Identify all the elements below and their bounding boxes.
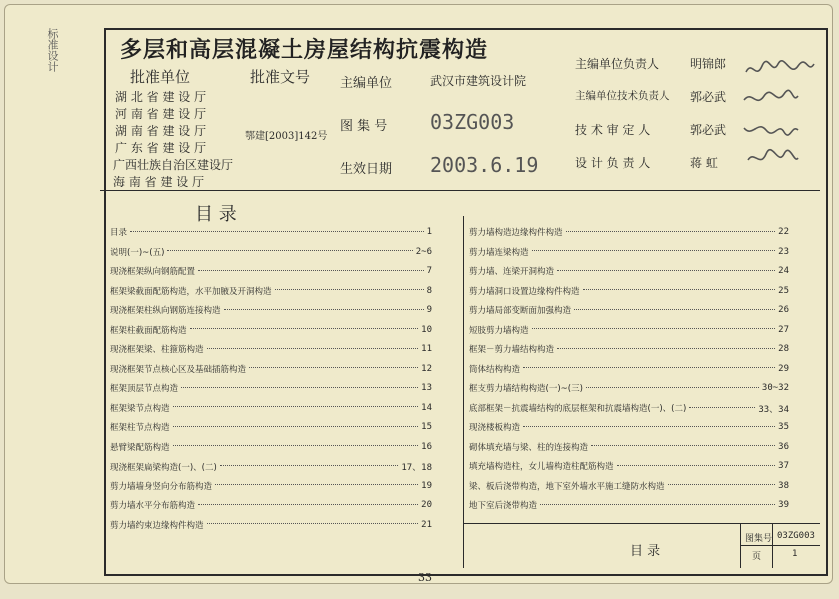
- toc-entry-title: 地下室后浇带构造: [469, 501, 538, 511]
- toc-entry-page: 24: [778, 266, 789, 276]
- toc-entry-title: 剪力墙墙身竖向分布筋构造: [110, 481, 213, 492]
- toc-entry[interactable]: [469, 460, 789, 472]
- toc-entry[interactable]: [110, 246, 432, 258]
- toc-entry-title: 填充墙构造柱，女儿墙构造柱配筋构造: [469, 462, 614, 472]
- toc-leader-dots: [224, 308, 424, 310]
- person-role: 主编单位负责人: [575, 57, 660, 71]
- toc-leader-dots: [574, 308, 775, 310]
- toc-entry[interactable]: [469, 246, 789, 258]
- toc-entry-title: 梁、板后浇带构造，地下室外墙水平施工缝防水构造: [469, 481, 665, 492]
- date-value: 2003.6.19: [430, 153, 539, 177]
- toc-entry-title: 说明(一)~(五): [110, 247, 165, 258]
- person-name: 蒋 虹: [690, 156, 718, 170]
- org-label: 主编单位: [340, 76, 393, 91]
- page-number: 33: [418, 571, 432, 584]
- approval-unit: 湖 南 省 建 设 厅: [115, 124, 207, 138]
- toc-entry-page: 22: [778, 227, 789, 237]
- signature-4: [744, 148, 800, 174]
- toc-leader-dots: [190, 327, 419, 329]
- toc-leader-dots: [167, 249, 412, 251]
- signature-2: [740, 88, 800, 114]
- toc-entry-page: 25: [778, 285, 789, 296]
- toc-leader-dots: [557, 347, 775, 349]
- toc-leader-dots: [173, 405, 419, 407]
- toc-entry-page: 36: [778, 441, 789, 452]
- toc-title: 目 录: [195, 204, 237, 225]
- toc-entry-title: 剪力墙水平分布筋构造: [110, 501, 196, 511]
- toc-entry-page: 8: [426, 285, 432, 296]
- toc-entry[interactable]: [110, 265, 432, 277]
- toc-entry[interactable]: [110, 499, 432, 511]
- person-role: 设 计 负 责 人: [575, 156, 651, 170]
- toc-entry[interactable]: [469, 343, 789, 355]
- approval-unit: 湖 北 省 建 设 厅: [115, 90, 207, 104]
- toc-entry-title: 现浇框架梁、柱箍筋构造: [110, 345, 204, 355]
- approval-unit-header: 批准单位: [130, 68, 191, 86]
- toc-leader-dots: [566, 230, 776, 232]
- toc-leader-dots: [591, 444, 775, 446]
- toc-leader-dots: [617, 464, 776, 466]
- toc-entry[interactable]: [469, 499, 789, 511]
- toc-entry[interactable]: [110, 226, 432, 238]
- toc-leader-dots: [523, 366, 775, 368]
- toc-entry-title: 目录: [110, 228, 128, 238]
- toc-entry-title: 框架梁截面配筋构造，水平加腋及开洞构造: [110, 286, 272, 297]
- footer-top-line: [463, 523, 820, 524]
- toc-entry-title: 现浇框架节点核心区及基础插筋构造: [110, 364, 247, 375]
- footer-page-value: 1: [792, 549, 798, 559]
- atlas-value: 03ZG003: [430, 110, 515, 134]
- toc-leader-dots: [523, 425, 775, 427]
- toc-entry[interactable]: [110, 460, 432, 473]
- toc-entry-title: 砌体填充墙与梁、柱的连接构造: [469, 442, 589, 453]
- toc-entry[interactable]: [110, 421, 432, 433]
- approval-unit: 广 东 省 建 设 厅: [115, 141, 207, 155]
- toc-entry-page: 33、34: [758, 404, 789, 415]
- toc-leader-dots: [689, 406, 755, 408]
- toc-entry-page: 26: [778, 305, 789, 315]
- toc-entry-title: 框架梁节点构造: [110, 403, 170, 414]
- toc-entry[interactable]: [110, 324, 432, 336]
- atlas-label: 图 集 号: [340, 119, 388, 134]
- toc-entry-page: 35: [778, 422, 789, 432]
- toc-entry-page: 30~32: [761, 383, 789, 393]
- toc-entry-page: 23: [778, 246, 789, 257]
- toc-leader-dots: [583, 288, 776, 290]
- toc-entry[interactable]: [110, 343, 432, 355]
- toc-leader-dots: [532, 249, 776, 251]
- toc-entry[interactable]: [469, 421, 789, 433]
- toc-entry[interactable]: [110, 441, 432, 453]
- toc-leader-dots: [173, 444, 419, 446]
- footer-page-label: 页: [752, 552, 762, 562]
- toc-leader-dots: [540, 503, 775, 505]
- toc-entry-page: 10: [421, 324, 432, 335]
- toc-leader-dots: [557, 269, 775, 271]
- toc-entry-title: 剪力墙、连梁开洞构造: [469, 267, 555, 277]
- page-title: 多层和高层混凝土房屋结构抗震构造: [120, 38, 489, 63]
- toc-leader-dots: [215, 483, 418, 485]
- footer-divider-3: [740, 545, 820, 546]
- toc-leader-dots: [668, 483, 776, 485]
- toc-entry-page: 15: [421, 422, 432, 432]
- toc-entry[interactable]: [469, 382, 789, 394]
- toc-leader-dots: [586, 386, 759, 388]
- toc-entry-page: 12: [421, 363, 432, 374]
- toc-entry-page: 29: [778, 363, 789, 374]
- toc-leader-dots: [207, 347, 419, 349]
- approval-unit: 海 南 省 建 设 厅: [113, 175, 205, 189]
- toc-entry[interactable]: [110, 363, 432, 375]
- toc-entry-page: 1: [426, 227, 432, 237]
- toc-entry-page: 16: [421, 441, 432, 452]
- side-stamp: 标准设计: [46, 28, 59, 72]
- toc-entry-title: 框支剪力墙结构构造(一)~(三): [469, 384, 583, 394]
- toc-entry-title: 剪力墙局部变断面加强构造: [469, 306, 572, 316]
- toc-entry-title: 剪力墙约束边缘构件构造: [110, 520, 204, 531]
- toc-entry[interactable]: [469, 441, 789, 453]
- toc-leader-dots: [181, 386, 418, 388]
- toc-entry-page: 17、18: [401, 463, 432, 473]
- toc-entry-title: 框架顶层节点构造: [110, 384, 179, 394]
- toc-entry[interactable]: [110, 480, 432, 492]
- toc-entry-title: 剪力墙构造边缘构件构造: [469, 228, 563, 238]
- toc-entry[interactable]: [469, 285, 789, 297]
- toc-entry-title: 剪力墙连梁构造: [469, 247, 529, 258]
- toc-leader-dots: [198, 269, 424, 271]
- toc-entry[interactable]: [469, 265, 789, 277]
- toc-entry[interactable]: [110, 402, 432, 414]
- toc-entry-page: 27: [778, 324, 789, 335]
- toc-entry-page: 21: [421, 519, 432, 530]
- toc-entry[interactable]: [469, 324, 789, 336]
- toc-entry[interactable]: [110, 304, 432, 316]
- toc-entry-page: 37: [778, 461, 789, 471]
- toc-leader-dots: [130, 230, 424, 232]
- person-name: 郭必武: [690, 123, 727, 137]
- toc-entry-page: 11: [421, 344, 432, 354]
- person-role: 主编单位技术负责人: [575, 90, 670, 102]
- toc-entry-title: 框架柱截面配筋构造: [110, 325, 187, 336]
- signature-3: [740, 118, 800, 144]
- toc-entry-page: 14: [421, 402, 432, 413]
- toc-leader-dots: [532, 327, 776, 329]
- toc-entry-page: 7: [426, 266, 432, 276]
- toc-entry-title: 剪力墙洞口设置边缘构件构造: [469, 286, 580, 297]
- toc-entry-title: 现浇楼板构造: [469, 423, 521, 433]
- person-role: 技 术 审 定 人: [575, 123, 651, 137]
- toc-entry[interactable]: [110, 382, 432, 394]
- toc-leader-dots: [249, 366, 418, 368]
- toc-entry-title: 悬臂梁配筋构造: [110, 442, 170, 453]
- toc-entry-title: 筒体结构构造: [469, 364, 521, 375]
- toc-column-divider: [463, 216, 464, 568]
- toc-entry-page: 28: [778, 344, 789, 354]
- org-value: 武汉市建筑设计院: [430, 74, 527, 88]
- person-name: 郭必武: [690, 90, 727, 104]
- toc-entry-title: 框架柱节点构造: [110, 423, 170, 433]
- toc-entry-page: 19: [421, 480, 432, 491]
- toc-entry-page: 39: [778, 500, 789, 510]
- toc-entry[interactable]: [469, 304, 789, 316]
- approval-doc-number: 鄂建[2003]142号: [245, 131, 328, 142]
- signature-1: [742, 58, 817, 86]
- approval-unit: 河 南 省 建 设 厅: [115, 107, 207, 121]
- toc-entry[interactable]: [110, 285, 432, 297]
- toc-leader-dots: [198, 503, 418, 505]
- toc-entry-title: 现浇框架扁梁构造(一)、(二): [110, 462, 217, 473]
- toc-entry-page: 20: [421, 500, 432, 510]
- toc-entry-page: 38: [778, 480, 789, 491]
- approval-doc-header: 批准文号: [250, 68, 311, 86]
- toc-leader-dots: [275, 288, 424, 290]
- toc-entry-title: 框架－剪力墙结构构造: [469, 345, 555, 355]
- toc-entry[interactable]: [469, 402, 789, 415]
- toc-entry[interactable]: [469, 226, 789, 238]
- toc-leader-dots: [220, 464, 399, 466]
- footer-atlas-label: 图集号: [745, 534, 773, 544]
- person-name: 明锦郎: [690, 57, 727, 71]
- toc-entry[interactable]: [110, 519, 432, 531]
- toc-entry-title: 现浇框架纵向钢筋配置: [110, 267, 196, 277]
- date-label: 生效日期: [340, 162, 393, 177]
- toc-entry-title: 现浇框架柱纵向钢筋连接构造: [110, 306, 221, 316]
- header-divider: [100, 190, 820, 191]
- toc-entry-page: 9: [426, 305, 432, 315]
- toc-leader-dots: [173, 425, 419, 427]
- toc-entry-title: 底部框架－抗震墙结构的底层框架和抗震墙构造(一)、(二): [469, 404, 687, 414]
- toc-entry[interactable]: [469, 363, 789, 375]
- approval-unit: 广西壮族自治区建设厅: [113, 158, 234, 172]
- toc-leader-dots: [207, 522, 419, 524]
- toc-entry-page: 2~6: [415, 246, 432, 257]
- toc-entry[interactable]: [469, 480, 789, 492]
- toc-entry-page: 13: [421, 383, 432, 393]
- footer-atlas-value: 03ZG003: [777, 531, 815, 541]
- footer-name: 目 录: [630, 544, 661, 559]
- toc-entry-title: 短肢剪力墙构造: [469, 325, 529, 336]
